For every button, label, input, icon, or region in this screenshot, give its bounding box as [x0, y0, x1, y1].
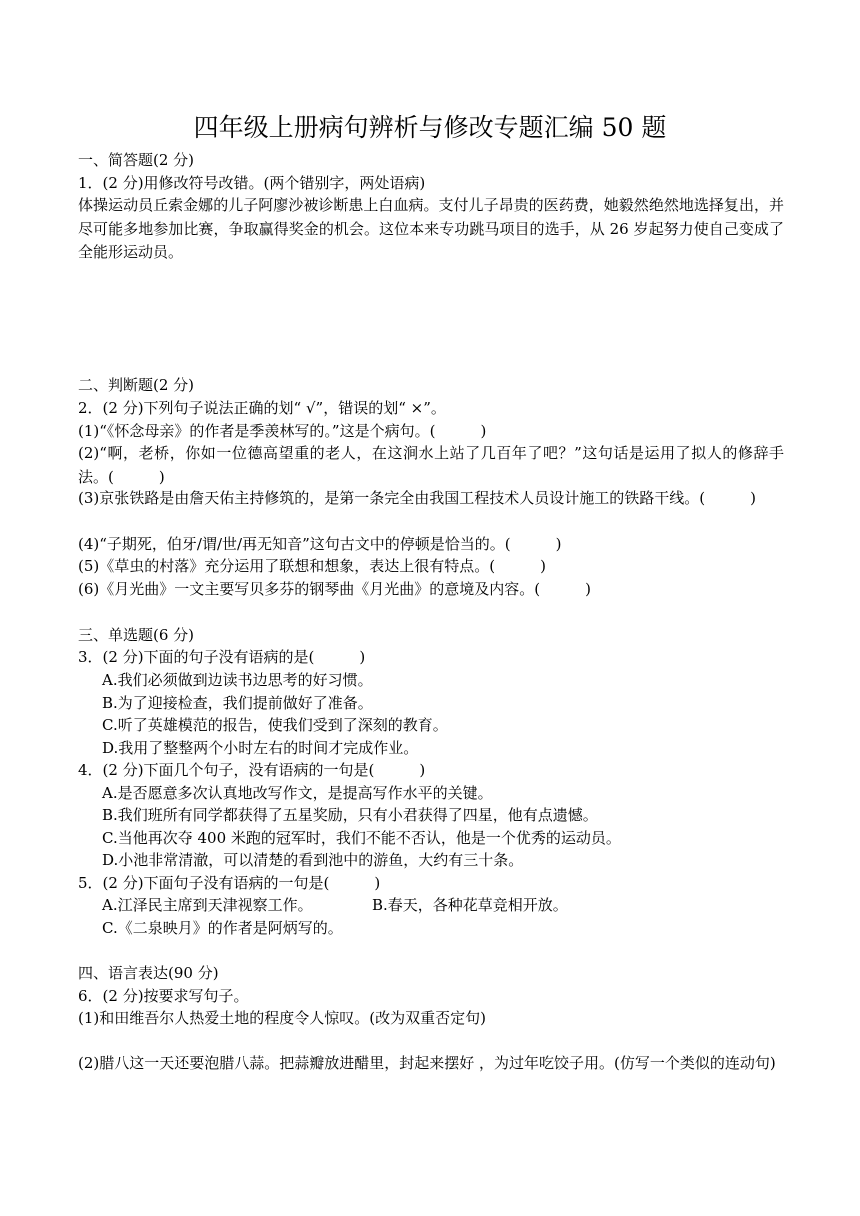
- q3-option-c: C.听了英雄模范的报告，使我们受到了深刻的教育。: [102, 716, 448, 734]
- q6-part-1: (1)和田维吾尔人热爱土地的程度令人惊叹。(改为双重否定句): [78, 1009, 486, 1027]
- question-2: 2．(2 分)下列句子说法正确的划“ √”，错误的划“ ×”。: [78, 399, 446, 417]
- q5-option-a: A.江泽民主席到天津视察工作。: [102, 896, 313, 914]
- q4-option-b: B.我们班所有同学都获得了五星奖励，只有小君获得了四星，他有点遗憾。: [102, 806, 598, 824]
- q3-option-a: A.我们必须做到边读书边思考的好习惯。: [102, 671, 373, 689]
- section-2-heading: 二、判断题(2 分): [78, 376, 195, 394]
- judge-item-5: (5)《草虫的村落》充分运用了联想和想象，表达上很有特点。( ): [78, 557, 546, 575]
- section-4-heading: 四、语言表达(90 分): [78, 964, 219, 982]
- question-6: 6．(2 分)按要求写句子。: [78, 987, 249, 1005]
- judge-item-1: (1)“《怀念母亲》的作者是季羡林写的。”这是个病句。( ): [78, 422, 487, 440]
- q5-option-c: C.《二泉映月》的作者是阿炳写的。: [102, 919, 343, 937]
- section-1-heading: 一、简答题(2 分): [78, 151, 195, 169]
- question-5: 5．(2 分)下面句子没有语病的一句是( ): [78, 874, 381, 892]
- q4-option-d: D.小池非常清澈，可以清楚的看到池中的游鱼，大约有三十条。: [102, 851, 524, 869]
- q3-option-b: B.为了迎接检查，我们提前做好了准备。: [102, 694, 373, 712]
- q4-option-c: C.当他再次夺 400 米跑的冠军时，我们不能不否认，他是一个优秀的运动员。: [102, 829, 621, 847]
- document-title: 四年级上册病句辨析与修改专题汇编 50 题: [193, 113, 667, 142]
- judge-item-3: (3)京张铁路是由詹天佑主持修筑的，是第一条完全由我国工程技术人员设计施工的铁路干线。( ): [78, 489, 756, 507]
- question-1: 1．(2 分)用修改符号改错。(两个错别字，两处语病): [78, 174, 426, 192]
- question-1-passage: 体操运动员丘索金娜的儿子阿廖沙被诊断患上白血病。支付儿子昂贵的医药费，她毅然绝然地选择复出，并尽可能多地参加比赛，争取赢得奖金的机会。这位本来专功跳马项目的选手，从 26 岁起努力使自己变成了全能形运动员。: [78, 196, 784, 261]
- q5-option-b: B.春天，各种花草竞相开放。: [372, 896, 568, 914]
- q3-option-d: D.我用了整整两个小时左右的时间才完成作业。: [102, 739, 419, 757]
- judge-item-4: (4)“子期死，伯牙/谓/世/再无知音”这句古文中的停顿是恰当的。( ): [78, 535, 562, 553]
- judge-item-6: (6)《月光曲》一文主要写贝多芬的钢琴曲《月光曲》的意境及内容。( ): [78, 580, 591, 598]
- judge-item-2: (2)“啊，老桥，你如一位德高望重的老人，在这涧水上站了几百年了吧？”这句话是运用了拟人的修辞手法。( ): [78, 444, 784, 486]
- question-3: 3．(2 分)下面的句子没有语病的是( ): [78, 648, 366, 666]
- section-3-heading: 三、单选题(6 分): [78, 626, 195, 644]
- question-4: 4．(2 分)下面几个句子，没有语病的一句是( ): [78, 761, 426, 779]
- q6-part-2: (2)腊八这一天还要泡腊八蒜。把蒜瓣放进醋里，封起来摆好 ，为过年吃饺子用。(仿写一个类似的连动句): [78, 1054, 776, 1072]
- q4-option-a: A.是否愿意多次认真地改写作文，是提高写作水平的关键。: [102, 784, 493, 802]
